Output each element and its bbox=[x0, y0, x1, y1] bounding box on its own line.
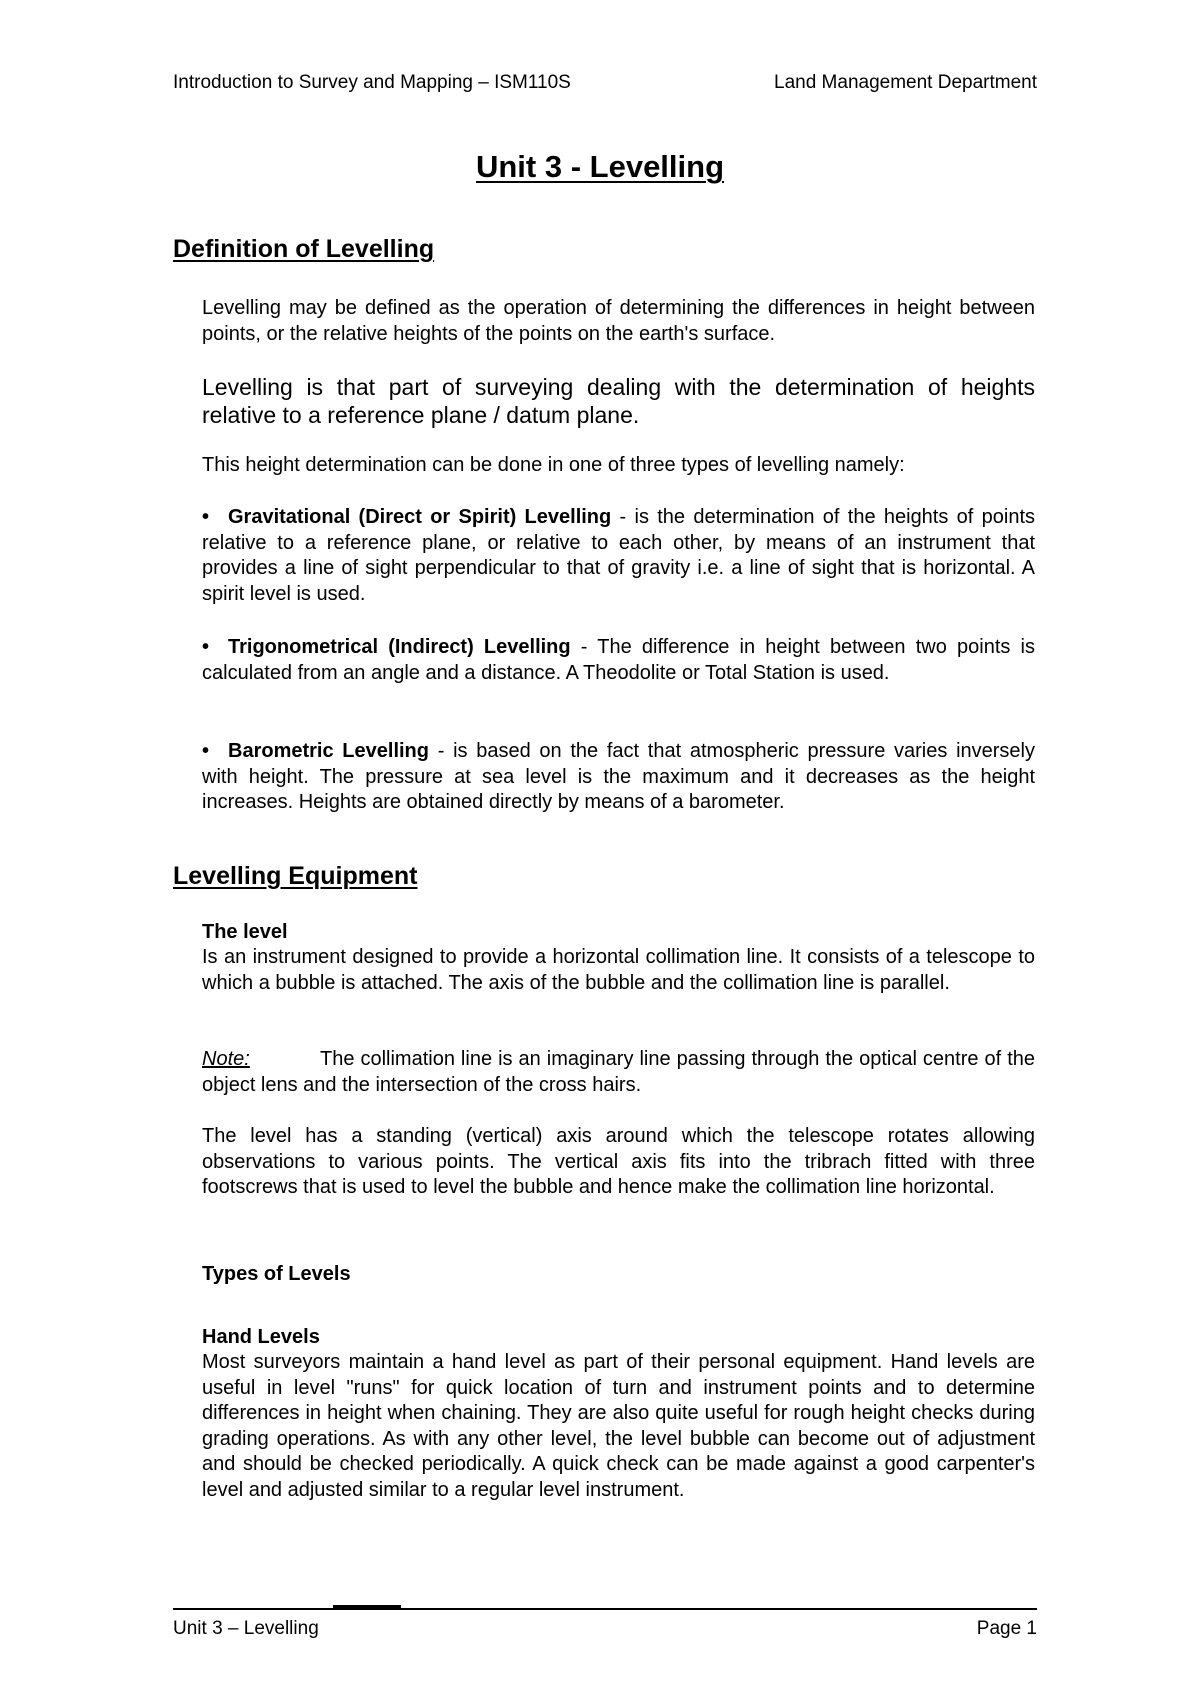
hand-levels-text: Most surveyors maintain a hand level as part of their personal equipment. Hand levels are useful in level "runs" for quick location of turn and instrument points and to determine differences in height when chaining. They are also quite useful for rough height checks during grading operations. As with any other level, the level bubble can become out of adjustment and should be checked periodically. A quick check can be made against a good carpenter's level and adjusted similar to a regular level instrument. bbox=[202, 1351, 1035, 1501]
level-description: Is an instrument designed to provide a horizontal collimation line. It consists of a telescope to which a bubble is attached. The axis of the bubble and the collimation line is parallel. bbox=[202, 946, 1035, 994]
list-item-barometric bbox=[202, 739, 1035, 816]
list-item-term: Barometric Levelling bbox=[228, 740, 429, 762]
footer-divider bbox=[173, 1608, 1037, 1610]
definition-paragraph-2: Levelling is that part of surveying dealing with the determination of heights relative to a reference plane / datum plane. bbox=[202, 374, 1035, 428]
running-header bbox=[173, 71, 1037, 95]
list-item-term: Gravitational (Direct or Spirit) Levelling bbox=[228, 506, 612, 528]
running-footer bbox=[173, 1617, 1037, 1641]
list-item-gravitational bbox=[202, 505, 1035, 607]
types-subheading: Types of Levels bbox=[202, 1263, 351, 1285]
footer-divider-accent bbox=[333, 1605, 401, 1609]
level-paragraph-2: The level has a standing (vertical) axis around which the telescope rotates allowing observations to various points. The vertical axis fits into the tribrach fitted with three footscrews that is used to level the bubble and hence make the collimation line horizontal. bbox=[202, 1125, 1035, 1198]
definition-paragraph-1: Levelling may be defined as the operation of determining the differences in height between points, or the relative heights of the points on the earth's surface. bbox=[202, 297, 1035, 345]
equipment-heading: Levelling Equipment bbox=[173, 862, 418, 890]
list-item-text: - is the determination of the heights of points relative to a reference plane, or relative to each other, by means of an instrument that provides a line of sight perpendicular to that of gravity i.e. a line of sight that is horizontal. A spirit level is used. bbox=[202, 506, 1036, 605]
list-item-trigonometrical bbox=[202, 635, 1035, 686]
list-item-term: Trigonometrical (Indirect) Levelling bbox=[228, 636, 571, 658]
list-item-text: - The difference in height between two points is calculated from an angle and a distance. A Theodolite or Total Station is used. bbox=[202, 636, 1035, 684]
level-subheading: The level bbox=[202, 921, 288, 943]
bullet-icon: • bbox=[202, 506, 210, 528]
definition-paragraph-3: This height determination can be done in one of three types of levelling namely: bbox=[202, 454, 905, 476]
header-department: Land Management Department bbox=[774, 72, 1037, 93]
note-label: Note: bbox=[202, 1048, 250, 1070]
bullet-icon: • bbox=[202, 636, 210, 658]
list-item-text: - is based on the fact that atmospheric pressure varies inversely with height. The pressure at sea level is the maximum and it decreases as the height increases. Heights are obtained directly by means of a barometer. bbox=[202, 740, 1035, 813]
hand-levels-subheading: Hand Levels bbox=[202, 1326, 320, 1348]
header-course-title: Introduction to Survey and Mapping – ISM110S bbox=[173, 72, 571, 93]
page-number: Page 1 bbox=[976, 1618, 1037, 1639]
footer-unit-title: Unit 3 – Levelling bbox=[173, 1618, 319, 1639]
note-text: The collimation line is an imaginary line passing through the optical centre of the object lens and the intersection of the cross hairs. bbox=[202, 1048, 1035, 1096]
definition-heading: Definition of Levelling bbox=[173, 235, 435, 263]
bullet-icon: • bbox=[202, 740, 210, 762]
note-paragraph bbox=[202, 1047, 1035, 1098]
page-title: Unit 3 - Levelling bbox=[475, 149, 725, 184]
